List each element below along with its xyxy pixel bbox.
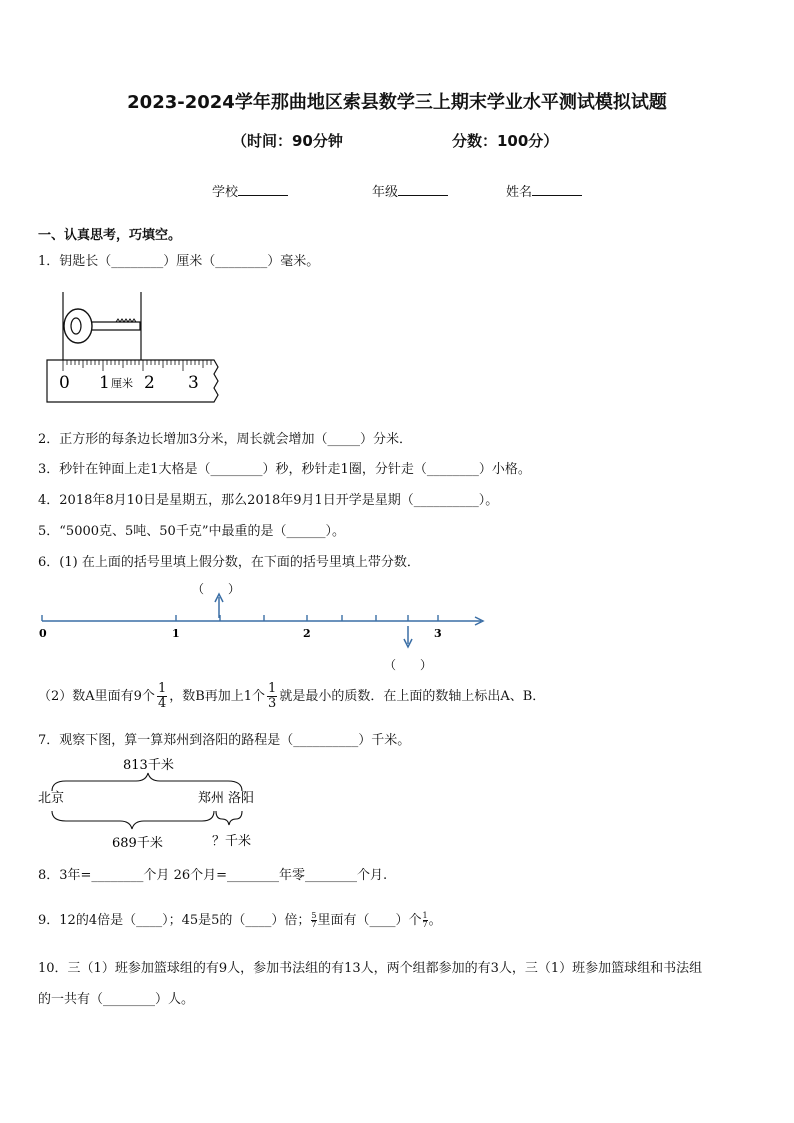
ruler-label-0: 0 <box>59 373 70 393</box>
question-8: 8．3年=________个月 26个月=________年零________个月. <box>38 868 388 883</box>
question-6: 6．(1) 在上面的括号里填上假分数，在下面的括号里填上带分数． <box>38 555 420 570</box>
school-label: 学校 <box>212 185 239 200</box>
bracket-bottom: （ ） <box>384 658 433 672</box>
question-10-line2: 的一共有（________）人。 <box>38 992 195 1007</box>
exam-time: （时间：90分钟 <box>232 132 343 150</box>
name-blank <box>532 183 582 196</box>
bracket-top: （ ） <box>192 582 241 596</box>
question-4: 4．2018年8月10日是星期五，那么2018年9月1日开学是星期（__________）。 <box>38 493 499 508</box>
number-line <box>34 578 494 674</box>
ruler-label-2: 2 <box>144 373 155 393</box>
section-heading: 一、认真思考，巧填空。 <box>38 228 182 243</box>
school-field <box>212 181 288 200</box>
question-1: 1．钥匙长（________）厘米（________）毫米。 <box>38 254 320 269</box>
exam-score: 分数：100分） <box>452 132 559 150</box>
name-field <box>506 181 582 200</box>
line-label-2: 2 <box>303 627 311 640</box>
fraction-one-third: $\frac{1}{3}$ <box>268 681 277 711</box>
fraction-one-quarter: $\frac{1}{4}$ <box>157 681 167 711</box>
city-zhengzhou: 郑州 <box>198 791 225 806</box>
city-luoyang: 洛阳 <box>228 791 255 806</box>
question-7: 7．观察下图，算一算郑州到洛阳的路程是（__________）千米。 <box>38 733 411 748</box>
grade-label: 年级 <box>372 185 399 200</box>
key-icon <box>64 309 140 343</box>
grade-field <box>372 181 448 200</box>
school-blank <box>238 183 288 196</box>
question-5: 5．“5000克、5吨、50千克”中最重的是（______）。 <box>38 524 345 539</box>
question-3: 3．秒针在钟面上走1大格是（________）秒，秒针走1圈，分针走（________）小格。 <box>38 462 531 477</box>
line-label-1: 1 <box>172 627 180 640</box>
ruler <box>47 360 218 402</box>
distance-bottom-label: 689千米 <box>112 836 163 851</box>
question-6b: （2）数A里面有9个 $\frac{1}{4}$ ，数B再加上1个 $\frac{1}{3}$ 就是最小的质数．在上面的数轴上标出A、B． <box>38 681 546 711</box>
page-title: 2023-2024学年那曲地区索县数学三上期末学业水平测试模拟试题 <box>127 92 667 113</box>
grade-blank <box>398 183 448 196</box>
city-beijing: 北京 <box>38 791 65 806</box>
question-9: 9．12的4倍是（____）；45是5的（____）倍； $\frac{5}{7}$ 里面有（____）个 $\frac{1}{7}$ 。 <box>38 911 442 929</box>
ruler-label-1: 1 <box>99 373 110 393</box>
distance-unknown-label: ？千米 <box>212 834 252 849</box>
name-label: 姓名 <box>506 185 533 200</box>
ruler-label-3: 3 <box>188 373 199 393</box>
line-label-3: 3 <box>434 627 442 640</box>
key-ruler-figure <box>40 292 230 404</box>
question-2: 2．正方形的每条边长增加3分米，周长就会增加（_____）分米． <box>38 432 413 447</box>
distance-diagram <box>36 755 266 853</box>
fraction-one-seventh: $\frac{1}{7}$ <box>422 911 428 929</box>
fraction-five-sevenths: $\frac{5}{7}$ <box>311 911 317 929</box>
ruler-unit: 厘米 <box>111 377 133 390</box>
question-10-line1: 10．三（1）班参加篮球组的有9人，参加书法组的有13人，两个组都参加的有3人，三（1）班参加篮球组和书法组 <box>38 961 703 976</box>
distance-top-label: 813千米 <box>123 758 174 773</box>
line-label-0: 0 <box>39 627 47 640</box>
